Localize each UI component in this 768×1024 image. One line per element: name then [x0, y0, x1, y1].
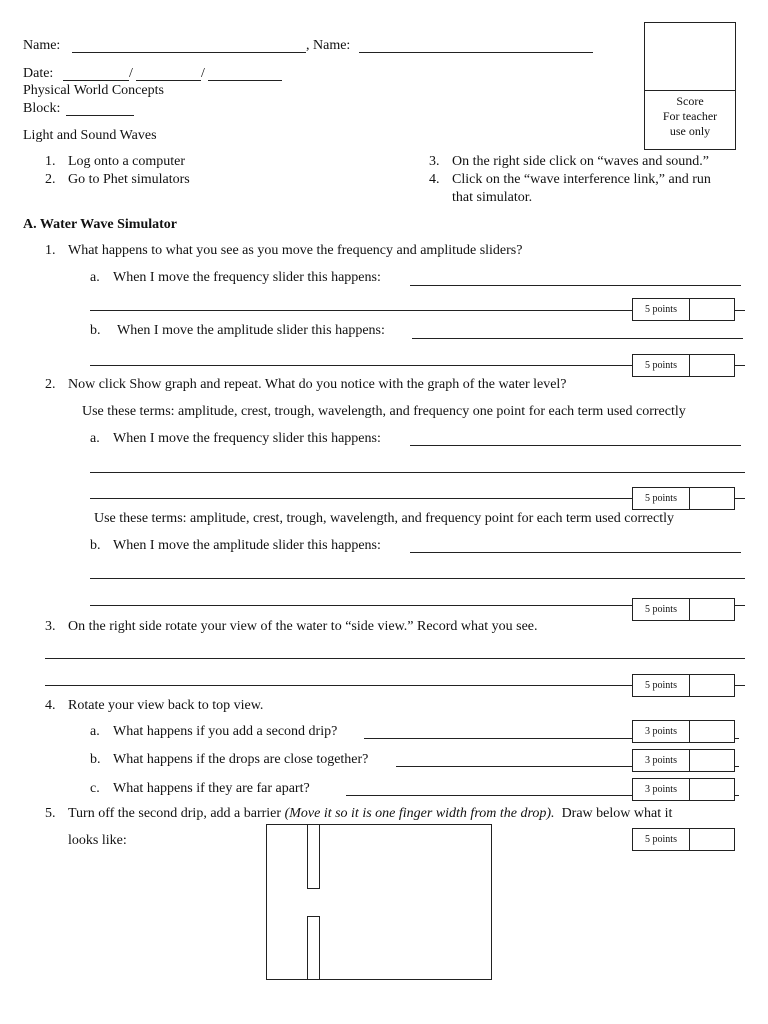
answer-line[interactable] [410, 445, 741, 446]
step-wave-interference: Click on the “wave interference link,” and run [452, 172, 711, 187]
points-label: 5 points [633, 488, 690, 509]
question-2: Now click Show graph and repeat. What do you notice with the graph of the water level? [68, 377, 567, 392]
question-4: Rotate your view back to top view. [68, 698, 264, 713]
points-score-field[interactable] [690, 299, 734, 320]
question-5-continued: looks like: [68, 833, 127, 848]
answer-line-tail [735, 365, 745, 366]
points-score-field[interactable] [690, 355, 734, 376]
answer-line[interactable] [410, 552, 741, 553]
question-5 [68, 806, 672, 822]
answer-line[interactable] [364, 738, 633, 739]
points-label: 3 points [633, 721, 690, 742]
question-4c: What happens if they are far apart? [113, 781, 310, 796]
answer-line[interactable] [45, 658, 745, 659]
block-label: Block: [23, 101, 61, 116]
question-number: 2. [45, 377, 56, 392]
answer-line[interactable] [45, 685, 633, 686]
score-for-teacher-label: For teacher [662, 109, 718, 123]
points-score-field[interactable] [690, 750, 734, 771]
question-3: On the right side rotate your view of the water to “side view.” Record what you see. [68, 619, 538, 634]
question-1a: When I move the frequency slider this happens: [113, 270, 381, 285]
points-label: 5 points [633, 829, 690, 850]
question-2a: When I move the frequency slider this happens: [113, 431, 381, 446]
points-score-field[interactable] [690, 599, 734, 620]
points-label: 5 points [633, 299, 690, 320]
sub-letter: a. [90, 431, 100, 446]
date-day-field[interactable] [136, 80, 201, 81]
answer-line-tail [735, 605, 745, 606]
barrier-bottom [307, 916, 320, 980]
teacher-score-box[interactable] [644, 22, 736, 150]
date-year-field[interactable] [208, 80, 282, 81]
question-1b: When I move the amplitude slider this happens: [117, 323, 385, 338]
answer-line-tail [735, 795, 739, 796]
answer-line[interactable] [412, 338, 743, 339]
terms-instruction: Use these terms: amplitude, crest, trough, wavelength, and frequency one point for each term used correctly [82, 404, 686, 419]
step-number: 2. [45, 172, 56, 187]
question-5-text: Turn off the second drip, add a barrier [68, 806, 282, 821]
answer-line-tail [735, 738, 739, 739]
question-5-italic-hint: (Move it so it is one finger width from the drop). [284, 806, 555, 821]
course-name: Physical World Concepts [23, 83, 164, 98]
answer-line[interactable] [410, 285, 741, 286]
points-box [632, 720, 735, 743]
answer-line-tail [735, 766, 739, 767]
question-5-text-end: Draw below what it [561, 806, 673, 821]
step-phet: Go to Phet simulators [68, 172, 190, 187]
points-score-field[interactable] [690, 779, 734, 800]
date-month-field[interactable] [63, 80, 129, 81]
date-label: Date: [23, 66, 54, 81]
points-label: 5 points [633, 675, 690, 696]
points-score-field[interactable] [690, 721, 734, 742]
points-score-field[interactable] [690, 829, 734, 850]
step-waves-and-sound: On the right side click on “waves and sound.” [452, 154, 709, 169]
answer-line[interactable] [90, 498, 633, 499]
answer-line[interactable] [90, 310, 633, 311]
points-label: 5 points [633, 355, 690, 376]
step-number: 3. [429, 154, 440, 169]
points-box [632, 778, 735, 801]
step-number: 1. [45, 154, 56, 169]
answer-line[interactable] [90, 605, 633, 606]
points-box [632, 749, 735, 772]
terms-instruction: Use these terms: amplitude, crest, trough, wavelength, and frequency point for each term used correctly [94, 511, 675, 526]
score-use-only-label: use only [669, 124, 711, 138]
points-label: 3 points [633, 779, 690, 800]
name-label-2: , Name: [306, 38, 351, 53]
points-label: 5 points [633, 599, 690, 620]
sub-letter: b. [90, 752, 101, 767]
sub-letter: c. [90, 781, 100, 796]
sub-letter: b. [90, 538, 101, 553]
name-field-1[interactable] [72, 52, 306, 53]
answer-line[interactable] [90, 365, 633, 366]
sub-letter: b. [90, 323, 101, 338]
block-field[interactable] [66, 115, 134, 116]
points-box [632, 598, 735, 621]
section-a-title: A. Water Wave Simulator [23, 217, 177, 232]
answer-line[interactable] [90, 472, 745, 473]
answer-line[interactable] [90, 578, 745, 579]
barrier-top [307, 824, 320, 889]
date-separator: / [129, 66, 133, 81]
points-box [632, 298, 735, 321]
score-label: Score [676, 94, 704, 108]
sub-letter: a. [90, 724, 100, 739]
points-box [632, 487, 735, 510]
question-4b: What happens if the drops are close together? [113, 752, 369, 767]
points-score-field[interactable] [690, 675, 734, 696]
step-wave-interference-cont: that simulator. [452, 190, 533, 205]
points-box [632, 828, 735, 851]
question-4a: What happens if you add a second drip? [113, 724, 338, 739]
answer-line[interactable] [396, 766, 633, 767]
points-box [632, 354, 735, 377]
points-box [632, 674, 735, 697]
step-log-on: Log onto a computer [68, 154, 186, 169]
answer-line-tail [735, 685, 745, 686]
name-field-2[interactable] [359, 52, 593, 53]
question-number: 3. [45, 619, 56, 634]
points-score-field[interactable] [690, 488, 734, 509]
question-2b: When I move the amplitude slider this happens: [113, 538, 381, 553]
question-number: 5. [45, 806, 56, 821]
question-number: 1. [45, 243, 56, 258]
question-1: What happens to what you see as you move the frequency and amplitude sliders? [68, 243, 523, 258]
drawing-area[interactable] [266, 824, 492, 980]
date-separator: / [201, 66, 205, 81]
question-number: 4. [45, 698, 56, 713]
unit-title: Light and Sound Waves [23, 128, 157, 143]
points-label: 3 points [633, 750, 690, 771]
sub-letter: a. [90, 270, 100, 285]
answer-line-tail [735, 498, 745, 499]
answer-line-tail [735, 310, 745, 311]
step-number: 4. [429, 172, 440, 187]
answer-line[interactable] [346, 795, 633, 796]
score-box-divider [645, 90, 735, 91]
name-label-1: Name: [23, 38, 61, 53]
